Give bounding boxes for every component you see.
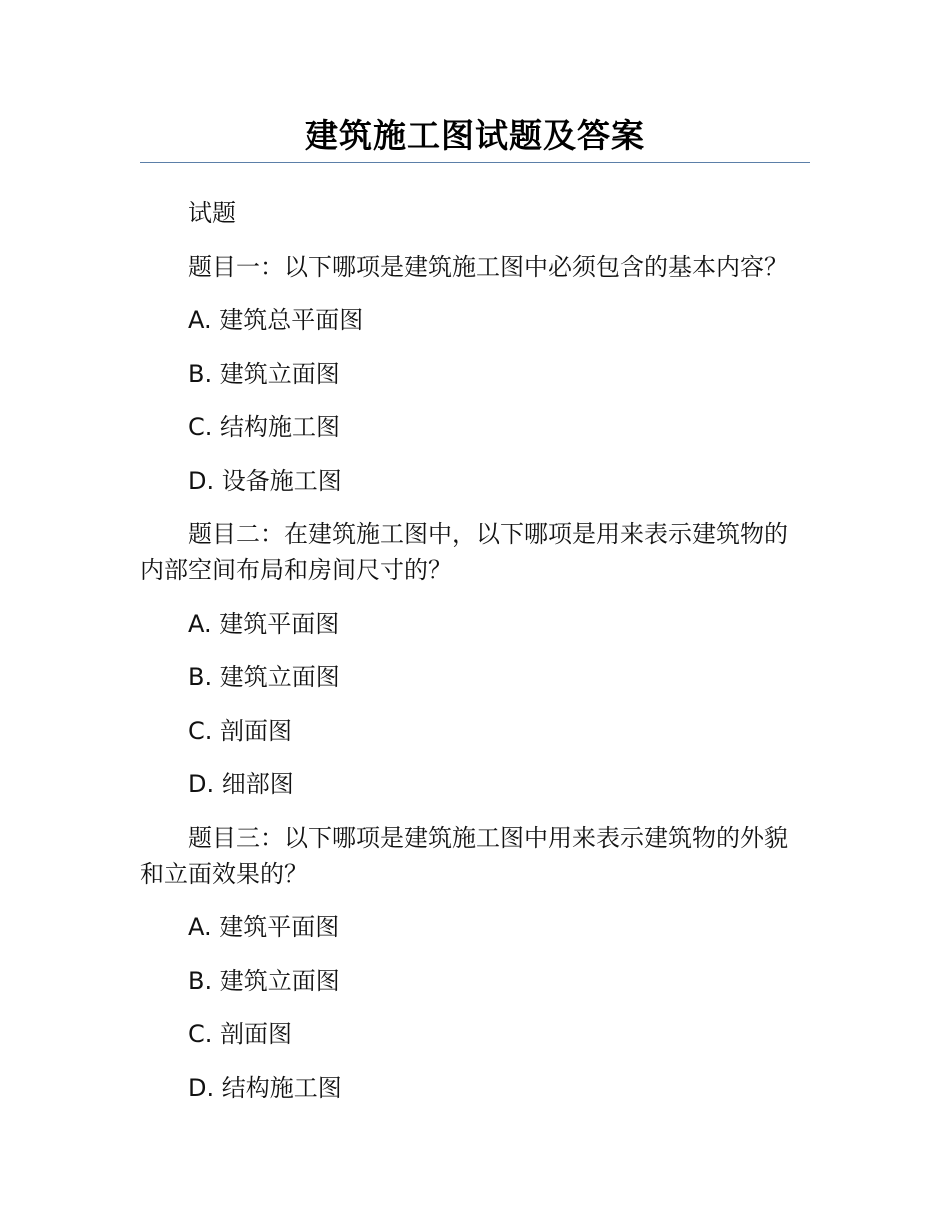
question-2-option-d: D. 细部图 bbox=[188, 770, 294, 798]
question-2-stem: 题目二：在建筑施工图中，以下哪项是用来表示建筑物的内部空间布局和房间尺寸的？ bbox=[140, 520, 788, 584]
question-1-option-a: A. 建筑总平面图 bbox=[188, 306, 364, 334]
section-label: 试题 bbox=[188, 199, 236, 227]
document-title: 建筑施工图试题及答案 bbox=[305, 116, 645, 155]
question-3-option-c: C. 剖面图 bbox=[188, 1020, 293, 1048]
question-2-option-b: B. 建筑立面图 bbox=[188, 663, 340, 691]
question-1-option-d: D. 设备施工图 bbox=[188, 466, 342, 495]
question-2-option-c: C. 剖面图 bbox=[188, 716, 293, 745]
title-underline bbox=[140, 162, 810, 163]
question-1-option-c: C. 结构施工图 bbox=[188, 413, 341, 441]
question-2-option-a: A. 建筑平面图 bbox=[188, 609, 340, 638]
question-3-option-a: A. 建筑平面图 bbox=[188, 913, 340, 941]
question-3-option-b: B. 建筑立面图 bbox=[188, 966, 340, 995]
question-3-option-d: D. 结构施工图 bbox=[188, 1073, 342, 1102]
document-body bbox=[140, 195, 810, 1123]
question-1-stem: 题目一：以下哪项是建筑施工图中必须包含的基本内容？ bbox=[188, 252, 788, 281]
question-1-option-b: B. 建筑立面图 bbox=[188, 359, 340, 388]
question-3-stem: 题目三：以下哪项是建筑施工图中用来表示建筑物的外貌和立面效果的？ bbox=[140, 823, 788, 888]
